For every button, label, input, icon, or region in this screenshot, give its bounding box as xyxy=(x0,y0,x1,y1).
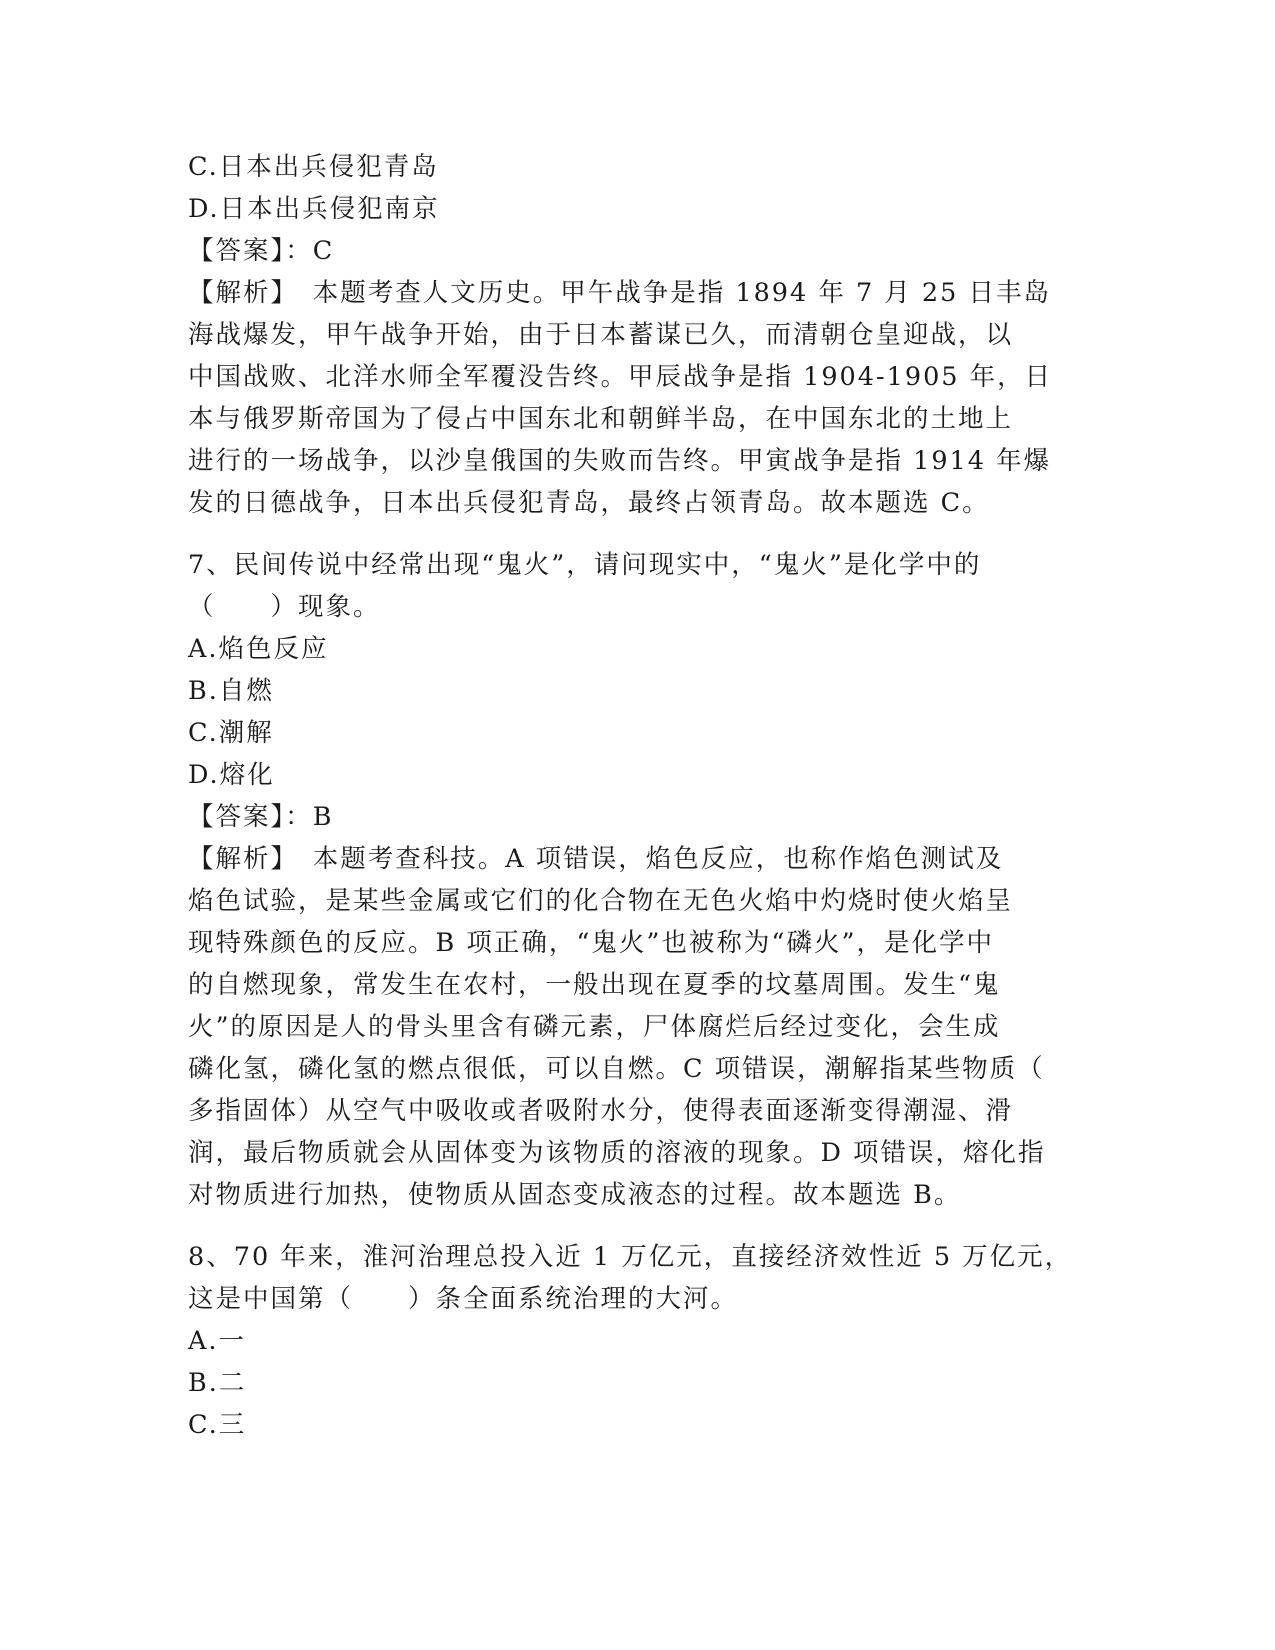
q7-analysis-line: 润，最后物质就会从固体变为该物质的溶液的现象。D 项错误，熔化指 xyxy=(188,1138,1046,1168)
q8-question xyxy=(188,1236,1088,1320)
q7-analysis-line: 【解析】 本题考查科技。A 项错误，焰色反应，也称作焰色测试及 xyxy=(188,844,1004,874)
q7-analysis-line: 多指固体）从空气中吸收或者吸附水分，使得表面逐渐变得潮湿、滑 xyxy=(188,1096,1014,1126)
q8-option-c: C.三 xyxy=(188,1410,247,1440)
q6-analysis-line: 海战爆发，甲午战争开始，由于日本蓄谋已久，而清朝仓皇迎战，以 xyxy=(188,320,1014,350)
q8-option-a: A.一 xyxy=(188,1326,247,1356)
q7-analysis-line: 现特殊颜色的反应。B 项正确，“鬼火”也被称为“磷火”，是化学中 xyxy=(188,928,994,958)
q6-option-c: C.日本出兵侵犯青岛 xyxy=(188,152,439,182)
q6-analysis-line: 【解析】 本题考查人文历史。甲午战争是指 1894 年 7 月 25 日丰岛 xyxy=(188,278,1051,308)
q7-option-b: B.自燃 xyxy=(188,676,274,706)
q7-analysis-line: 火”的原因是人的骨头里含有磷元素，尸体腐烂后经过变化，会生成 xyxy=(188,1012,1001,1042)
q6-analysis-line: 进行的一场战争，以沙皇俄国的失败而告终。甲寅战争是指 1914 年爆 xyxy=(188,446,1052,476)
q7-analysis-line: 对物质进行加热，使物质从固态变成液态的过程。故本题选 B。 xyxy=(188,1180,962,1210)
q6-analysis xyxy=(188,272,1088,524)
q7-question xyxy=(188,544,1088,628)
q7-option-c: C.潮解 xyxy=(188,718,274,748)
q7-answer: 【答案】：B xyxy=(188,802,334,832)
q6-analysis-line: 发的日德战争，日本出兵侵犯青岛，最终占领青岛。故本题选 C。 xyxy=(188,488,990,518)
q8-question-line: 这是中国第（ ）条全面系统治理的大河。 xyxy=(188,1284,739,1314)
q7-question-line: （ ）现象。 xyxy=(188,592,381,622)
q6-option-d: D.日本出兵侵犯南京 xyxy=(188,194,440,224)
q8-question-line: 8、70 年来，淮河治理总投入近 1 万亿元，直接经济效性近 5 万亿元， xyxy=(188,1242,1073,1272)
q8-option-b: B.二 xyxy=(188,1368,247,1398)
q6-analysis-line: 中国战败、北洋水师全军覆没告终。甲辰战争是指 1904-1905 年，日 xyxy=(188,362,1053,392)
document-page xyxy=(188,146,1088,1446)
q7-analysis-line: 焰色试验，是某些金属或它们的化合物在无色火焰中灼烧时使火焰呈 xyxy=(188,886,1014,916)
q6-analysis-line: 本与俄罗斯帝国为了侵占中国东北和朝鲜半岛，在中国东北的土地上 xyxy=(188,404,1014,434)
q7-analysis-line: 的自燃现象，常发生在农村，一般出现在夏季的坟墓周围。发生“鬼 xyxy=(188,970,1001,1000)
q7-analysis xyxy=(188,838,1088,1216)
q6-answer: 【答案】：C xyxy=(188,236,335,266)
q7-question-line: 7、民间传说中经常出现“鬼火”，请问现实中，“鬼火”是化学中的 xyxy=(188,550,982,580)
q7-analysis-line: 磷化氢，磷化氢的燃点很低，可以自燃。C 项错误，潮解指某些物质（ xyxy=(188,1054,1045,1084)
q7-option-a: A.焰色反应 xyxy=(188,634,329,664)
q7-option-d: D.熔化 xyxy=(188,760,275,790)
